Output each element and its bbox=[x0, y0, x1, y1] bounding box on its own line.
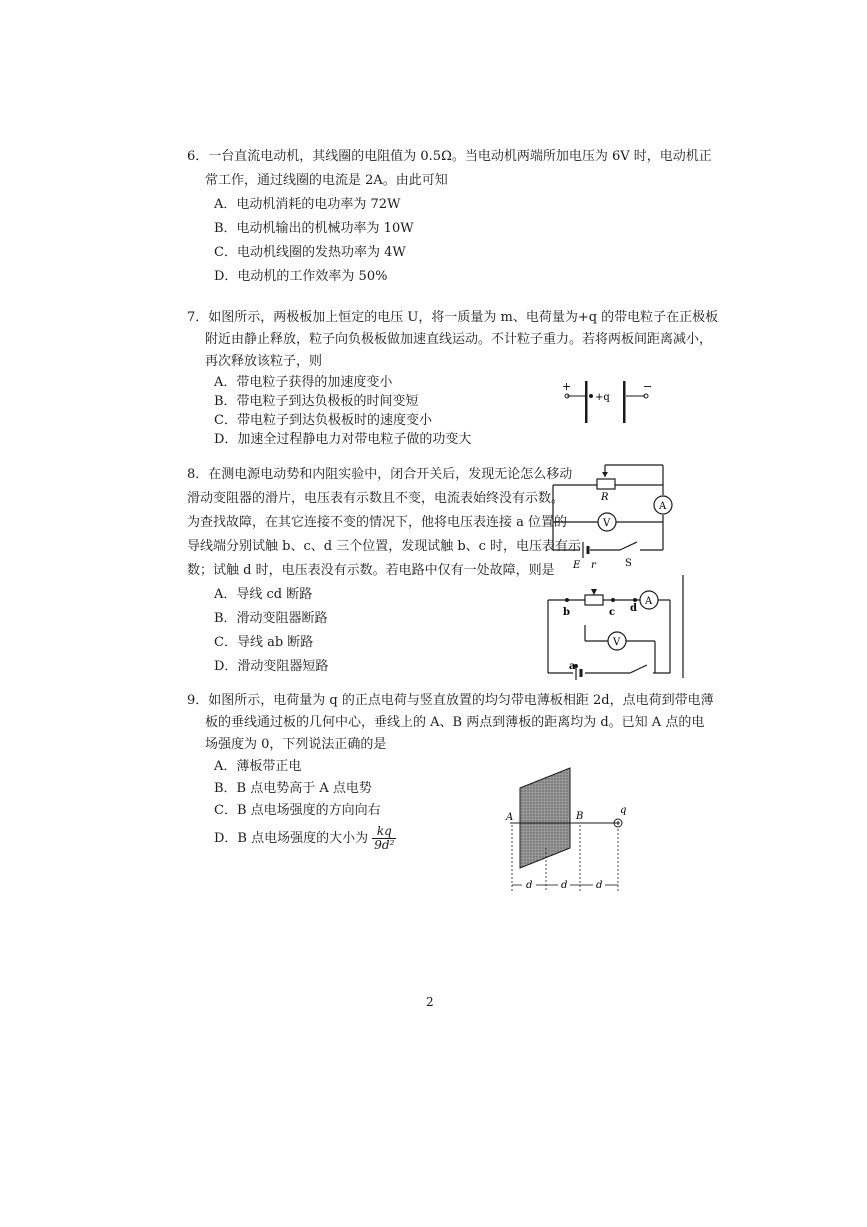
q8-fig2-b-label: b bbox=[563, 607, 570, 618]
q9-charged-plate bbox=[520, 768, 570, 868]
q8-fig1-r-label: r bbox=[591, 560, 596, 570]
q8-option-d: D．滑动变阻器短路 bbox=[214, 659, 329, 674]
q6-option-d: D．电动机的工作效率为 50% bbox=[214, 269, 388, 284]
q9-stem-line3: 场强度为 0，下列说法正确的是 bbox=[205, 737, 387, 752]
q9-option-b: B．B 点电势高于 A 点电势 bbox=[214, 781, 372, 796]
q9-A-label: A bbox=[506, 812, 514, 823]
q9-option-d-fraction bbox=[372, 825, 396, 852]
q9-option-c: C．B 点电场强度的方向向右 bbox=[214, 803, 381, 818]
q9-option-a: A．薄板带正电 bbox=[214, 759, 302, 774]
q8-fig2-a-label: a bbox=[569, 661, 576, 672]
page-number: 2 bbox=[426, 995, 434, 1009]
q7-option-a: A．带电粒子获得的加速度变小 bbox=[214, 375, 393, 390]
q8-option-a: A．导线 cd 断路 bbox=[214, 587, 313, 602]
q9-plate-charge-figure bbox=[500, 763, 640, 898]
q7-parallel-plate-figure bbox=[555, 378, 665, 428]
q7-option-d: D．加速全过程静电力对带电粒子做的功变大 bbox=[214, 432, 472, 447]
q7-option-b: B．带电粒子到达负极板的时间变短 bbox=[214, 394, 419, 409]
q7-plus-label: + bbox=[562, 380, 572, 393]
q8-fig1-A-label: A bbox=[659, 501, 667, 512]
q9-stem-line2: 板的垂线通过板的几何中心，垂线上的 A、B 两点到薄板的距离均为 d。已知 A 点的电 bbox=[205, 715, 705, 730]
question-8 bbox=[187, 463, 581, 679]
q9-d-label-1: d bbox=[526, 880, 533, 891]
q8-fig2-d-label: d bbox=[630, 603, 637, 614]
q7-charge-label: +q bbox=[595, 392, 610, 403]
q9-q-label: q bbox=[620, 805, 627, 816]
q8-option-c: C．导线 ab 断路 bbox=[214, 635, 314, 650]
q9-d-label-2: d bbox=[561, 880, 568, 891]
q9-option-d-prefix: D．B 点电场强度的大小为 bbox=[214, 831, 369, 846]
q6-option-c: C．电动机线圈的发热功率为 4W bbox=[214, 245, 406, 260]
q8-circuit-diagram bbox=[545, 460, 675, 570]
q9-d-label-3: d bbox=[596, 880, 603, 891]
q6-option-b: B．电动机输出的机械功率为 10W bbox=[214, 221, 414, 236]
q7-stem-line3: 再次释放该粒子，则 bbox=[205, 354, 323, 369]
q9-fraction-numerator: kq bbox=[372, 825, 396, 839]
q9-B-label: B bbox=[576, 811, 584, 822]
q9-stem-line1: 9．如图所示，电荷量为 q 的正点电荷与竖直放置的均匀带电薄板相距 2d，点电荷到带电薄 bbox=[187, 693, 714, 708]
q8-fault-circuit-diagram bbox=[545, 573, 687, 681]
q6-stem-line1: 6．一台直流电动机，其线圈的电阻值为 0.5Ω。当电动机两端所加电压为 6V 时，电动机正 bbox=[187, 149, 712, 164]
q7-stem-line2: 附近由静止释放，粒子向负极板做加速直线运动。不计粒子重力。若将两板间距离减小， bbox=[205, 332, 713, 347]
q7-minus-label: − bbox=[643, 380, 653, 393]
q9-fraction-denominator: 9d² bbox=[374, 838, 395, 852]
q8-fig2-A-label: A bbox=[645, 596, 653, 607]
q8-fig1-S-label: S bbox=[625, 558, 632, 569]
q8-fig2-V-label: V bbox=[613, 637, 621, 648]
q8-option-b: B．滑动变阻器断路 bbox=[214, 611, 328, 626]
q8-fig2-c-label: c bbox=[609, 607, 616, 618]
q6-stem-line2: 常工作，通过线圈的电流是 2A。由此可知 bbox=[205, 173, 448, 188]
q8-stem-line2: 滑动变阻器的滑片，电压表有示数且不变，电流表始终没有示数。 bbox=[187, 491, 565, 506]
q7-stem-line1: 7．如图所示，两极板加上恒定的电压 U，将一质量为 m、电荷量为+q 的带电粒子在正极板 bbox=[187, 310, 719, 325]
question-6 bbox=[187, 145, 712, 289]
q8-fig1-V-label: V bbox=[603, 518, 611, 529]
q8-stem-line1: 8．在测电源电动势和内阻实验中，闭合开关后，发现无论怎么移动 bbox=[187, 467, 573, 482]
q8-stem-line5: 数；试触 d 时，电压表没有示数。若电路中仅有一处故障，则是 bbox=[187, 563, 555, 578]
q7-option-c: C．带电粒子到达负极板时的速度变小 bbox=[214, 413, 432, 428]
q8-stem-line3: 为查找故障，在其它连接不变的情况下，他将电压表连接 a 位置的 bbox=[187, 515, 568, 530]
q8-stem-line4: 导线端分别试触 b、c、d 三个位置，发现试触 b、c 时，电压表有示 bbox=[187, 539, 582, 554]
q6-option-a: A．电动机消耗的电功率为 72W bbox=[214, 197, 401, 212]
q8-fig1-R-label: R bbox=[601, 492, 609, 503]
q8-fig1-E-label: E bbox=[573, 560, 581, 570]
